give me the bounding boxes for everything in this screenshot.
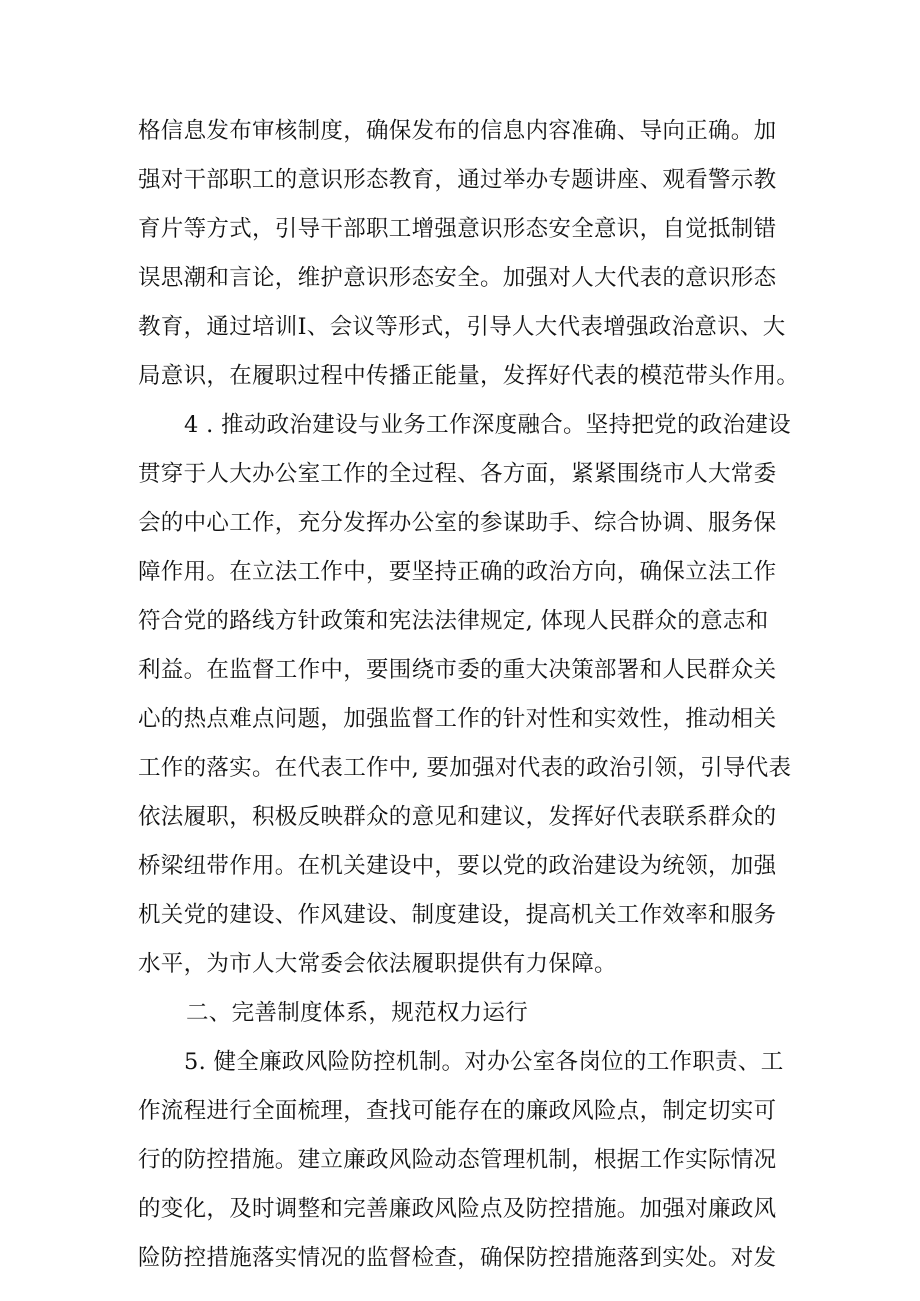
text-line: 心的热点难点问题，加强监督工作的针对性和实效性，推动相关 (138, 706, 777, 732)
text-line: 贯穿于人大办公室工作的全过程、各方面，紧紧围绕市人大常委 (138, 461, 777, 487)
text-line: 桥梁纽带作用。在机关建设中，要以党的政治建设为统领，加强 (138, 853, 777, 879)
text-line: 局意识，在履职过程中传播正能量，发挥好代表的模范带头作用。 (138, 363, 800, 389)
text-line: 的变化，及时调整和完善廉政风险点及防控措施。加强对廉政风 (138, 1196, 777, 1222)
text-line: 障作用。在立法工作中，要坚持正确的政治方向，确保立法工作 (138, 559, 777, 585)
text-line: 误思潮和言论，维护意识形态安全。加强对人大代表的意识形态 (138, 265, 777, 291)
text-line: 强对干部职工的意识形态教育，通过举办专题讲座、观看警示教 (138, 167, 777, 193)
section-heading: 二、完善制度体系，规范权力运行 (186, 1000, 529, 1026)
text-line: 育片等方式，引导干部职工增强意识形态安全意识，自觉抵制错 (138, 216, 777, 242)
text-line: 格信息发布审核制度，确保发布的信息内容准确、导向正确。加 (138, 118, 777, 144)
text-line: 会的中心工作，充分发挥办公室的参谋助手、综合协调、服务保 (138, 510, 777, 536)
text-line: 符合党的路线方针政策和宪法法律规定, 体现人民群众的意志和 (138, 608, 769, 634)
text-line: 5. 健全廉政风险防控机制。对办公室各岗位的工作职责、工 (184, 1049, 784, 1075)
text-line: 工作的落实。在代表工作中, 要加强对代表的政治引领，引导代表 (138, 755, 792, 781)
text-line: 教育，通过培训I、会议等形式，引导人大代表增强政治意识、大 (138, 314, 786, 340)
text-line: 水平，为市人大常委会依法履职提供有力保障。 (138, 951, 617, 977)
text-line: 依法履职，积极反映群众的意见和建议，发挥好代表联系群众的 (138, 804, 777, 830)
text-line: 险防控措施落实情况的监督检查，确保防控措施落到实处。对发 (138, 1245, 777, 1271)
text-line: 4 . 推动政治建设与业务工作深度融合。坚持把党的政治建设 (184, 412, 791, 438)
text-line: 行的防控措施。建立廉政风险动态管理机制，根据工作实际情况 (138, 1147, 777, 1173)
text-line: 作流程进行全面梳理，查找可能存在的廉政风险点，制定切实可 (138, 1098, 777, 1124)
text-line: 机关党的建设、作风建设、制度建设，提高机关工作效率和服务 (138, 902, 777, 928)
text-line: 利益。在监督工作中，要围绕市委的重大决策部署和人民群众关 (138, 657, 777, 683)
